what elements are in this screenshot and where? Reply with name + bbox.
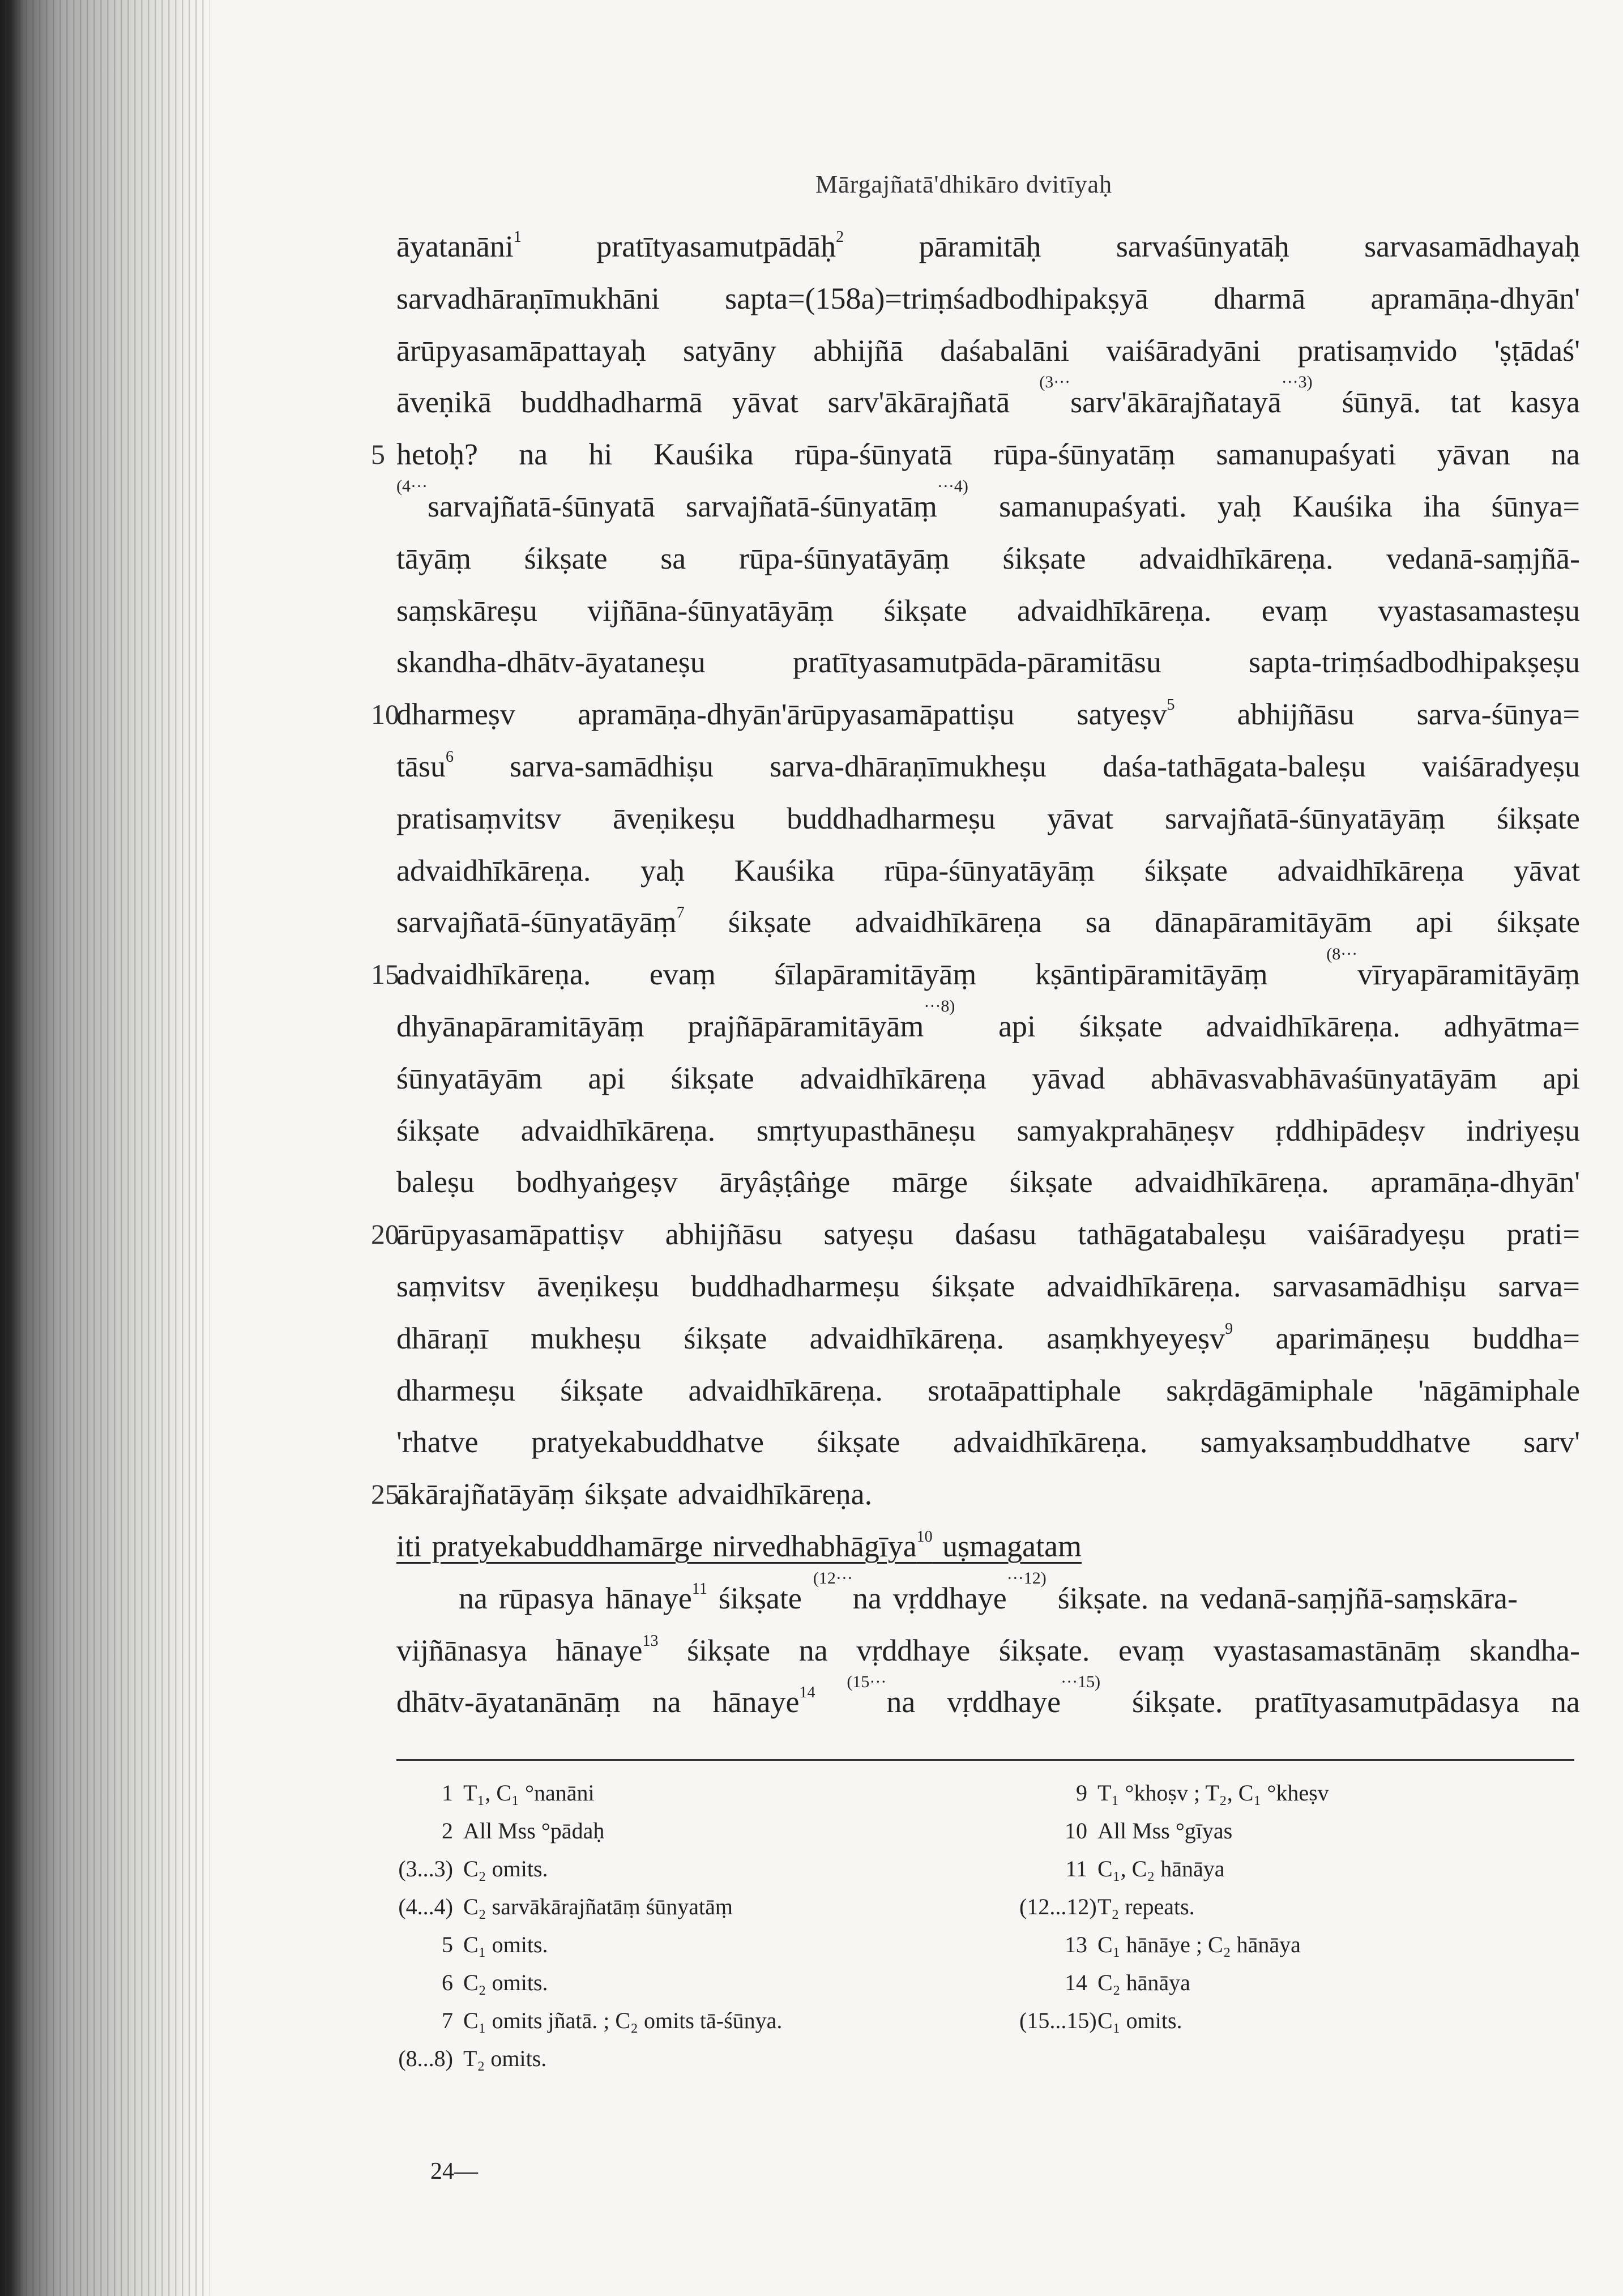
variant-range-marker: (12··· (813, 1568, 853, 1587)
footnote-number: 10 (1065, 1818, 1087, 1843)
text-run: sarvajñatā-śūnyatāyāṃ (396, 905, 677, 940)
footnote-text: T₁, C₁ °nanāni (463, 1780, 595, 1806)
footnote (1019, 2001, 1557, 2039)
text-run: dhātv-āyatanānāṃ na hānaye (396, 1685, 800, 1719)
text-run: dhāraṇī mukheṣu śikṣate advaidhīkāreṇa. asaṃkhyeyeṣv (396, 1321, 1225, 1355)
footnote (413, 1964, 1008, 2001)
footnote-marker: 7 (676, 904, 685, 922)
section-title (396, 1521, 1580, 1573)
footnote-marker: 5 (1167, 696, 1175, 714)
variant-range-marker: ···8) (924, 996, 955, 1015)
text-run: pratītyasamutpādāḥ (521, 229, 836, 263)
footnote (413, 1926, 1008, 1964)
text-run: na vṛddhaye (886, 1685, 1061, 1719)
line-number: 5 (371, 438, 385, 471)
line-text (396, 845, 1580, 897)
footnote (398, 2039, 1008, 2077)
footnote (413, 1774, 1008, 1812)
line-text (396, 897, 1580, 949)
text-line (396, 585, 1580, 637)
text-run: śikṣate. na vedanā-saṃjñā-saṃskāra- (1046, 1581, 1518, 1615)
variant-range-marker: (8··· (1326, 945, 1358, 964)
line-text (396, 373, 1580, 429)
book-binding-shadow (0, 0, 210, 2296)
footnote-text: C₂ omits. (463, 1856, 548, 1881)
text-run: vijñānasya hānaye (396, 1633, 643, 1667)
variant-range-marker: ···15) (1061, 1672, 1101, 1692)
footnote-number: 7 (442, 2008, 453, 2033)
text-run: advaidhīkāreṇa. evaṃ śīlapāramitāyāṃ kṣāntipāramitāyāṃ (396, 957, 1327, 992)
footnote (1048, 1964, 1557, 2001)
line-number: 20 (371, 1218, 399, 1251)
text-line (396, 273, 1580, 325)
text-line (396, 373, 1580, 429)
text-line (396, 1625, 1580, 1677)
footnote-number: 2 (442, 1818, 453, 1843)
text-line (371, 1209, 1580, 1261)
text-run: pāramitāḥ sarvaśūnyatāḥ sarvasamādhayaḥ (844, 229, 1580, 263)
line-number: 25 (371, 1478, 399, 1510)
text-run: sarv'ākārajñatayā (1070, 385, 1282, 420)
text-line (396, 325, 1580, 377)
line-text (459, 1568, 1518, 1625)
text-run: sarvadhāraṇīmukhāni sapta=(158a)=triṃśadbodhipakṣyā dharmā apramāṇa-dhyān' (396, 281, 1580, 315)
text-run: baleṣu bodhyaṅgeṣv āryâṣṭâṅge mārge śikṣate advaidhīkāreṇa. apramāṇa-dhyān' (396, 1165, 1580, 1200)
footnote-text: T₁ °khoṣv ; T₂, C₁ °kheṣv (1097, 1780, 1329, 1806)
text-line (396, 476, 1580, 533)
line-text (396, 429, 1580, 481)
text-line (396, 845, 1580, 897)
line-text (396, 325, 1580, 377)
line-text (396, 1156, 1580, 1209)
text-line (371, 429, 1580, 481)
line-text (396, 1105, 1580, 1157)
footnote-text: C₁ omits. (1097, 2008, 1182, 2033)
footnote (1048, 1812, 1557, 1850)
text-run: advaidhīkāreṇa. yaḥ Kauśika rūpa-śūnyatāyāṃ śikṣate advaidhīkāreṇa yāvat (396, 853, 1580, 887)
text-line (396, 1416, 1580, 1469)
line-text (396, 945, 1580, 1001)
text-line (371, 689, 1580, 741)
text-line (396, 1261, 1580, 1313)
line-text (396, 741, 1580, 793)
text-run: ārūpyasamāpattiṣv abhijñāsu satyeṣu daśasu tathāgatabaleṣu vaiśāradyeṣu prati= (396, 1217, 1580, 1252)
line-number: 10 (371, 698, 399, 731)
text-run (815, 1685, 847, 1719)
text-run: dharmeṣv apramāṇa-dhyān'ārūpyasamāpattiṣu satyeṣv (396, 697, 1167, 732)
footnote-number: 5 (442, 1932, 453, 1957)
footnote-number: (8...8) (398, 2046, 453, 2071)
line-text (396, 273, 1580, 325)
footnote-number: 9 (1076, 1780, 1087, 1806)
line-text (396, 1625, 1580, 1677)
footnote (1048, 1850, 1557, 1888)
footnote-text: C₂ hānāya (1097, 1970, 1190, 1995)
text-line (396, 897, 1580, 949)
main-text (371, 221, 1580, 1729)
text-run: śikṣate advaidhīkāreṇa sa dānapāramitāyām api śikṣate (684, 905, 1580, 940)
variant-range-marker: ···4) (937, 476, 968, 496)
line-text (396, 1053, 1580, 1105)
footnote-number: 14 (1065, 1970, 1087, 1995)
text-run: śikṣate. pratītyasamutpādasya na (1100, 1685, 1580, 1719)
line-text (396, 996, 1580, 1053)
footnote-text: C₁, C₂ hānāya (1097, 1856, 1225, 1881)
footnote (413, 2001, 1008, 2039)
line-text (396, 476, 1580, 533)
variant-range-marker: ···12) (1006, 1568, 1047, 1587)
footnote-text: T₂ repeats. (1097, 1894, 1195, 1919)
text-run: śikṣate advaidhīkāreṇa. smṛtyupasthāneṣu samyakprahāṇeṣv ṛddhipādeṣv indriyeṣu (396, 1113, 1580, 1147)
text-run: api śikṣate advaidhīkāreṇa. adhyātma= (955, 1009, 1580, 1043)
text-run: śūnyatāyām api śikṣate advaidhīkāreṇa yāvad abhāvasvabhāvaśūnyatāyām api (396, 1061, 1580, 1095)
footnote-text: All Mss °pādaḥ (463, 1818, 605, 1843)
line-text (396, 1469, 1580, 1521)
line-number: 15 (371, 958, 399, 991)
text-run: tāsu (396, 749, 446, 783)
footnote-number: (3...3) (398, 1856, 453, 1881)
text-run: na rūpasya hānaye (459, 1581, 692, 1615)
footnote-number: 13 (1065, 1932, 1087, 1957)
text-line (371, 945, 1580, 1001)
text-line (396, 793, 1580, 845)
footnote (413, 1812, 1008, 1850)
footnote-number: (12...12) (1019, 1894, 1097, 1919)
text-run: uṣmagatam (932, 1529, 1082, 1563)
text-line (396, 1521, 1580, 1573)
text-line (396, 1053, 1580, 1105)
text-line (396, 1156, 1580, 1209)
footnote-number: 11 (1065, 1856, 1087, 1881)
footnote-marker: 14 (799, 1684, 815, 1702)
footnote (1048, 1774, 1557, 1812)
line-text (396, 1672, 1580, 1729)
variant-range-marker: (4··· (396, 476, 428, 496)
text-run: āyatanāni (396, 229, 514, 263)
text-run: saṃvitsv āveṇikeṣu buddhadharmeṣu śikṣate advaidhīkāreṇa. sarvasamādhiṣu sarva= (396, 1269, 1580, 1303)
footnote-text: T₂ omits. (463, 2046, 547, 2071)
text-run: abhijñāsu sarva-śūnya= (1174, 697, 1580, 732)
page-number: 24— (430, 2158, 478, 2184)
line-text (396, 637, 1580, 689)
line-text (396, 793, 1580, 845)
text-line (396, 1313, 1580, 1365)
text-run: iti pratyekabuddhamārge nirvedhabhāgīya (396, 1529, 917, 1563)
footnote-text: All Mss °gīyas (1097, 1818, 1233, 1843)
footnote (398, 1850, 1008, 1888)
text-run: hetoḥ? na hi Kauśika rūpa-śūnyatā rūpa-śūnyatāṃ samanupaśyati yāvan na (396, 437, 1580, 472)
text-run: ākārajñatāyāṃ śikṣate advaidhīkāreṇa. (396, 1477, 873, 1512)
footnote-marker: 1 (513, 228, 522, 246)
text-run: śikṣate (707, 1581, 813, 1615)
footnote (1048, 1926, 1557, 1964)
variant-range-marker: (15··· (847, 1672, 887, 1692)
text-line (396, 1672, 1580, 1729)
text-run: tāyāṃ śikṣate sa rūpa-śūnyatāyāṃ śikṣate advaidhīkāreṇa. vedanā-saṃjñā- (396, 541, 1580, 575)
footnote-marker: 13 (642, 1632, 659, 1650)
text-run: śikṣate na vṛddhaye śikṣate. evaṃ vyastasamastānāṃ skandha- (658, 1633, 1580, 1667)
footnote-text: C₁ omits. (463, 1932, 548, 1957)
footnote-text: C₁ omits jñatā. ; C₂ omits tā-śūnya. (463, 2008, 783, 2033)
text-line (396, 1365, 1580, 1417)
footnotes-left-column (398, 1774, 1008, 2077)
footnote-text: C₂ omits. (463, 1970, 548, 1995)
text-run: sarva-samādhiṣu sarva-dhāraṇīmukheṣu daśa-tathāgata-baleṣu vaiśāradyeṣu (454, 749, 1580, 783)
footnote-marker: 9 (1225, 1320, 1233, 1338)
line-text (396, 1261, 1580, 1313)
footnote-marker: 2 (836, 228, 844, 246)
text-line (396, 221, 1580, 273)
footnote-number: (15...15) (1019, 2008, 1097, 2033)
text-run: samanupaśyati. yaḥ Kauśika iha śūnya= (968, 489, 1580, 523)
line-text (396, 1365, 1580, 1417)
text-run: aparimāṇeṣu buddha= (1233, 1321, 1580, 1355)
text-run: āveṇikā buddhadharmā yāvat sarv'ākārajñatā (396, 385, 1040, 420)
line-text (396, 221, 1580, 273)
variant-range-marker: ···3) (1281, 373, 1313, 392)
text-run: ārūpyasamāpattayaḥ satyāny abhijñā daśabalāni vaiśāradyāni pratisaṃvido 'ṣṭādaś' (396, 333, 1580, 368)
line-text (396, 533, 1580, 585)
text-run: na vṛddhaye (852, 1581, 1007, 1615)
footnote-marker: 6 (446, 748, 454, 766)
text-run: saṃskāreṣu vijñāna-śūnyatāyāṃ śikṣate advaidhīkāreṇa. evaṃ vyastasamasteṣu (396, 593, 1580, 628)
line-text (396, 1313, 1580, 1365)
footnote-text: C₂ sarvākārajñatāṃ śūnyatāṃ (463, 1894, 733, 1919)
text-run: śūnyā. tat kasya (1312, 385, 1580, 420)
footnote-separator (396, 1759, 1574, 1761)
line-text (396, 585, 1580, 637)
running-header: Mārgajñatā'dhikāro dvitīyaḥ (815, 170, 1113, 198)
text-run: dharmeṣu śikṣate advaidhīkāreṇa. srotaāpattiphale sakṛdāgāmiphale 'nāgāmiphale (396, 1373, 1580, 1407)
text-line (371, 1469, 1580, 1521)
text-run: pratisaṃvitsv āveṇikeṣu buddhadharmeṣu yāvat sarvajñatā-śūnyatāyāṃ śikṣate (396, 801, 1580, 835)
text-run: 'rhatve pratyekabuddhatve śikṣate advaidhīkāreṇa. samyaksaṃbuddhatve sarv' (396, 1425, 1580, 1459)
footnote-marker: 10 (916, 1527, 933, 1546)
footnote (1019, 1888, 1557, 1926)
text-line (396, 996, 1580, 1053)
footnote-marker: 11 (691, 1580, 707, 1598)
text-line (396, 1568, 1580, 1625)
footnote-number: 1 (442, 1780, 453, 1806)
text-run: skandha-dhātv-āyataneṣu pratītyasamutpāda-pāramitāsu sapta-triṃśadbodhipakṣeṣu (396, 645, 1580, 680)
footnote-number: 6 (442, 1970, 453, 1995)
text-run: dhyānapāramitāyāṃ prajñāpāramitāyām (396, 1009, 924, 1043)
text-line (396, 1105, 1580, 1157)
footnote-text: C₁ hānāye ; C₂ hānāya (1097, 1932, 1301, 1957)
footnote (398, 1888, 1008, 1926)
text-run: sarvajñatā-śūnyatā sarvajñatā-śūnyatāṃ (427, 489, 937, 523)
footnotes-right-column (1019, 1774, 1557, 2039)
line-text (396, 1416, 1580, 1469)
line-text (396, 689, 1580, 741)
line-text (396, 1209, 1580, 1261)
variant-range-marker: (3··· (1039, 373, 1071, 392)
footnote-number: (4...4) (398, 1894, 453, 1919)
text-run: vīryapāramitāyāṃ (1357, 957, 1580, 992)
text-line (396, 637, 1580, 689)
text-line (396, 741, 1580, 793)
text-line (396, 533, 1580, 585)
